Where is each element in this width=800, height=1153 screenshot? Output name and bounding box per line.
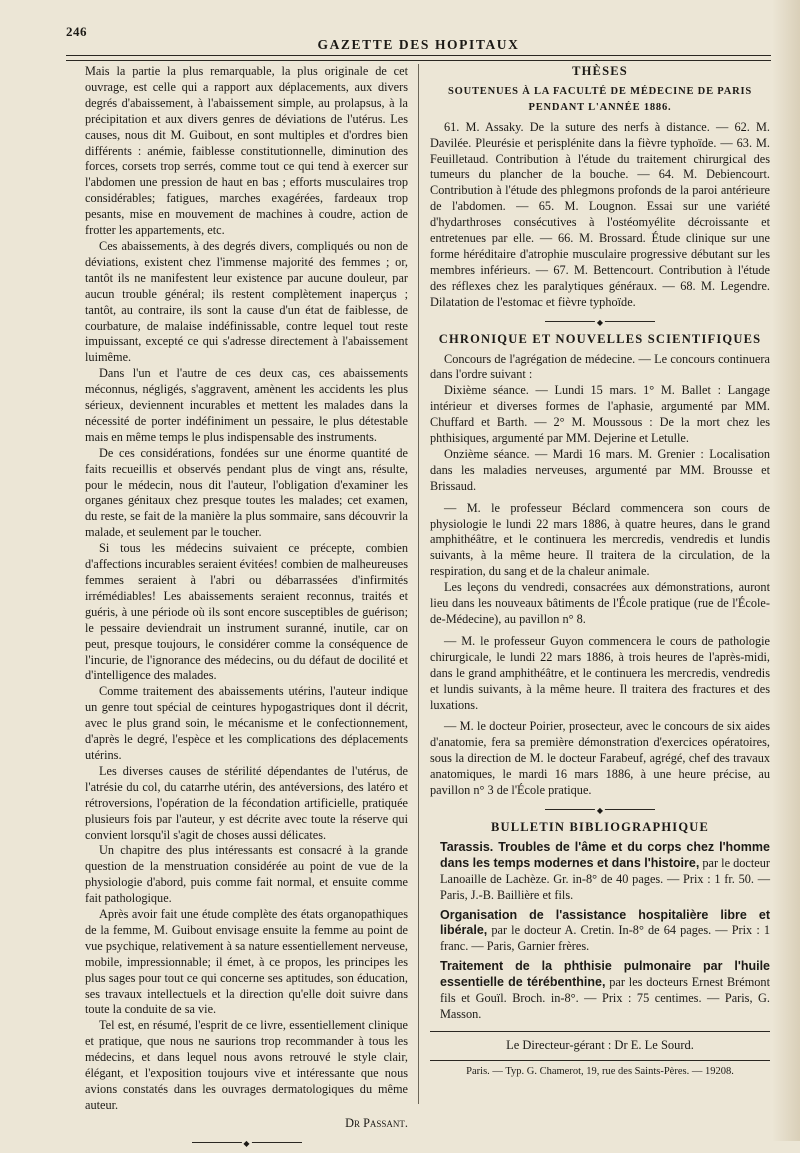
- biblio-entry: [430, 908, 770, 956]
- left-column: [85, 64, 408, 1153]
- paragraph: Un chapitre des plus intéressants est consacré à la grande question de la menstruation considérée au point de vue de la physiologie d'abord, puis comme fait normal, et ensuite comme fait pathologique.: [85, 843, 408, 906]
- paragraph: Concours de l'agrégation de médecine. — Le concours continuera dans l'ordre suivant :: [430, 351, 770, 382]
- running-title: GAZETTE DES HOPITAUX: [317, 37, 520, 52]
- biblio-title: Traitement de la phthisie pulmonaire par l'huile essentielle de térébenthine,: [440, 959, 770, 990]
- paragraph: Les diverses causes de stérilité dépendantes de l'utérus, de l'atrésie du col, du catarrhe utérin, des antéversions, des latéro et rétroversions, l'opération de la fécondation artificielle, pratiquée plusieurs fois par l'auteur, y est décrite avec toute la réserve qui convient lorsqu'il s'agit de choses aussi délicates.: [85, 763, 408, 842]
- biblio-title: Organisation de l'assistance hospitalière libre et libérale,: [440, 907, 770, 938]
- director-line: Le Directeur-gérant : Dr E. Le Sourd.: [506, 1037, 694, 1052]
- paragraph: Tel est, en résumé, l'esprit de ce livre, essentiellement clinique et pratique, que nous ne saurions trop recommander à tous les médecins, et dans lequel nous avons retrouvé le style clair, élégant, et l'exposition toujours vive et intéressante que nous avions constatés dans les ouvrages dermatologiques du même auteur.: [85, 1018, 408, 1112]
- biblio-entry: [430, 959, 770, 1023]
- paragraph: — M. le docteur Poirier, prosecteur, avec le concours de six aides d'anatomie, fera sa première démonstration d'exercices opératoires, sous la direction de M. le docteur Farabeuf, agrégé, chef des travaux anatomiques, le mardi 16 mars 1886, à une heure précise, au pavillon n° 3 de l'École pratique.: [430, 719, 770, 798]
- biblio-entry: [430, 840, 770, 904]
- paragraph: Onzième séance. — Mardi 16 mars. M. Grenier : Localisation dans les maladies nerveuses, argumenté par MM. Brousse et Brissaud.: [430, 446, 770, 493]
- right-column: [430, 64, 770, 1080]
- page-edge: [772, 0, 800, 1141]
- paragraph: Dixième séance. — Lundi 15 mars. 1° M. Ballet : Langage intérieur et diverses formes de l'aphasie, argumenté par MM. Chuffard et Barth. — 2° M. Moussous : De la mort chez les phthisiques, argumenté par MM. Dejerine et Letulle.: [430, 383, 770, 446]
- paragraph: — M. le professeur Béclard commencera son cours de physiologie le lundi 22 mars 1886, à quatre heures, dans le grand amphithéâtre, et le continuera les mercredis, vendredis et lundis suivants, à la même heure. Il traitera de la circulation, de la respiration, du sang et de la chaleur animale.: [430, 500, 770, 579]
- signature: Dr Passant.: [345, 1115, 408, 1130]
- paragraph: Comme traitement des abaissements utérins, l'auteur indique un genre tout spécial de ceintures hypogastriques dont il décrit, avec le plus grand soin, le mécanisme et le confectionnement, d'après le degré, l'espèce et les complications des déplacements utérins.: [85, 684, 408, 762]
- biblio-details: par le docteur A. Cretin. In-8° de 64 pages. — Prix : 1 franc. — Paris, Garnier frères.: [440, 923, 770, 954]
- theses-heading: THÈSES: [572, 64, 628, 78]
- biblio-title: Tarassis. Troubles de l'âme et du corps chez l'homme dans les temps modernes et dans l'histoire,: [440, 839, 770, 870]
- paragraph: Mais la partie la plus remarquable, la plus originale de cet ouvrage, est celle qui a rapport aux déplacements, aux divers degrés d'abaissement, à l'abaissement simple, au prolapsus, à la précipitation et aux divers genres de déviations de l'utérus. Les causes, nous dit M. Guibout, en sont multiples et d'ordres bien différents : anémie, faiblesse constitutionnelle, diminution des forces, corsets trop serrés, comme tout ce qui tend à exercer sur l'abdomen une pression de haut en bas ; efforts musculaires trop considérables; fatigues, marches exagérées, fardeaux trop pesants, mise en mouvement de machines à coudre, action de frotter les appartements, etc.: [85, 64, 408, 238]
- paragraph: Dans l'un et l'autre de ces deux cas, ces abaissements méconnus, négligés, s'aggravent, amènent les accidents les plus sérieux, deviennent incurables et mettent les malades dans la nécessité de porter indéfiniment un pessaire, le plus détestable mais en même temps le plus indispensable des instruments.: [85, 366, 408, 444]
- theses-list: 61. M. Assaky. De la suture des nerfs à distance. — 62. M. Davilée. Pleurésie et perisplénite dans la fièvre typhoïde. — 63. M. Feuilletaud. Contribution à l'étude du traitement chirurgical des tumeurs du plancher de la bouche. — 64. M. Debiencourt. Contribution à l'étude des phlegmons profonds de la paroi antérieure de l'abdomen. — 65. M. Lougnon. Essai sur une variété d'hydarthroses consécutives à l'ostéomyélite décroissante et entretenues par elle. — 66. M. Brossard. Étude clinique sur une forme héréditaire d'atrophie musculaire progressive débutant sur les membres inférieurs. — 67. M. Bettencourt. Contribution à l'étude des réflexes chez les paralytiques généraux. — 68. M. Legendre. Dilatation de l'estomac et fièvre typhoïde.: [430, 119, 770, 309]
- chronique-heading: CHRONIQUE ET NOUVELLES SCIENTIFIQUES: [438, 331, 762, 346]
- paragraph: Ces abaissements, à des degrés divers, compliqués ou non de déviations, existent chez l'immense majorité des femmes ; or, tantôt ils ne manifestent leur existence par aucune douleur, par aucun trouble général; ils restent complètement inaperçus ; tantôt, au contraire, ils sont la cause d'un état de faiblesse, de courbature, de malaise indéfinissable, contre lequel tout reste impuissant, excepté ce qui s'adresse directement à l'abaissement luimême.: [85, 238, 408, 365]
- paragraph: De ces considérations, fondées sur une énorme quantité de faits recueillis et observés pendant plus de vingt ans, résulte, pour le médecin, nous dit l'auteur, l'obligation d'examiner les organes génitaux chez presque toutes les malades; cet examen, du reste, se fait de la manière la plus sommaire, sans découvrir la malade, et seulement par le toucher.: [85, 445, 408, 540]
- footer-rule: [430, 1031, 770, 1032]
- bulletin-heading: BULLETIN BIBLIOGRAPHIQUE: [490, 819, 710, 834]
- biblio-details: par le docteur Lanoaille de Lachèze. Gr. in-8° de 40 pages. — Prix : 1 fr. 50. — Paris, J.-B. Baillière et fils.: [440, 855, 770, 902]
- page-number: 246: [66, 24, 87, 39]
- paragraph: — M. le professeur Guyon commencera le cours de pathologie chirurgicale, le lundi 22 mars 1886, à trois heures de l'après-midi, dans le grand amphithéâtre, et le continuera les mercredis, vendredis et lundis suivants, à la même heure. Il traitera des fractures et des luxations.: [430, 633, 770, 712]
- biblio-details: par les docteurs Ernest Brémont fils et Gouïl. Broch. in-8°. — Prix : 75 centimes. — Paris, G. Masson.: [440, 975, 770, 1021]
- section-ornament: [192, 1142, 302, 1143]
- section-ornament: [545, 321, 655, 322]
- paragraph: Les leçons du vendredi, consacrées aux démonstrations, auront lieu dans les nouveaux bâtiments de l'École pratique (rue de l'École-de-Médecine), au pavillon n° 8.: [430, 580, 770, 626]
- column-divider: [418, 64, 419, 1104]
- theses-subheading: SOUTENUES À LA FACULTÉ DE MÉDECINE DE PARIS: [447, 85, 753, 97]
- paragraph: Si tous les médecins suivaient ce précepte, combien d'affections incurables seraient évitées! combien de malheureuses femmes seraient à l'abri ou débarrassées d'infirmités irrémédiables! Les abaissements seraient reconnus, traités et guéris, à une période où ils sont encore susceptibles de guérison; le pessaire deviendrait un instrument suranné, inutile, car on peut, presque toujours, le considérer comme la conséquence de l'incurie, de l'ignorance des médecins, ou du défaut de docilité et d'intelligence des malades.: [85, 541, 408, 683]
- theses-subheading-year: PENDANT L'ANNÉE 1886.: [528, 101, 672, 113]
- page-header: [66, 24, 771, 54]
- header-rule: [66, 55, 771, 61]
- paragraph: Après avoir fait une étude complète des états organopathiques de la femme, M. Guibout envisage ensuite la femme au point de vue psychique, relativement à sa nature essentiellement nerveuse, mobile, impressionnable; il émet, à ce propos, les principes les plus sages pour tout ce qui concerne ses aptitudes, son éducation, ses travaux intellectuels et la direction qu'elle doit suivre dans toute la conduite de sa vie.: [85, 907, 408, 1017]
- printer-imprint: Paris. — Typ. G. Chamerot, 19, rue des Saints-Pères. — 19208.: [430, 1060, 770, 1080]
- section-ornament: [545, 809, 655, 810]
